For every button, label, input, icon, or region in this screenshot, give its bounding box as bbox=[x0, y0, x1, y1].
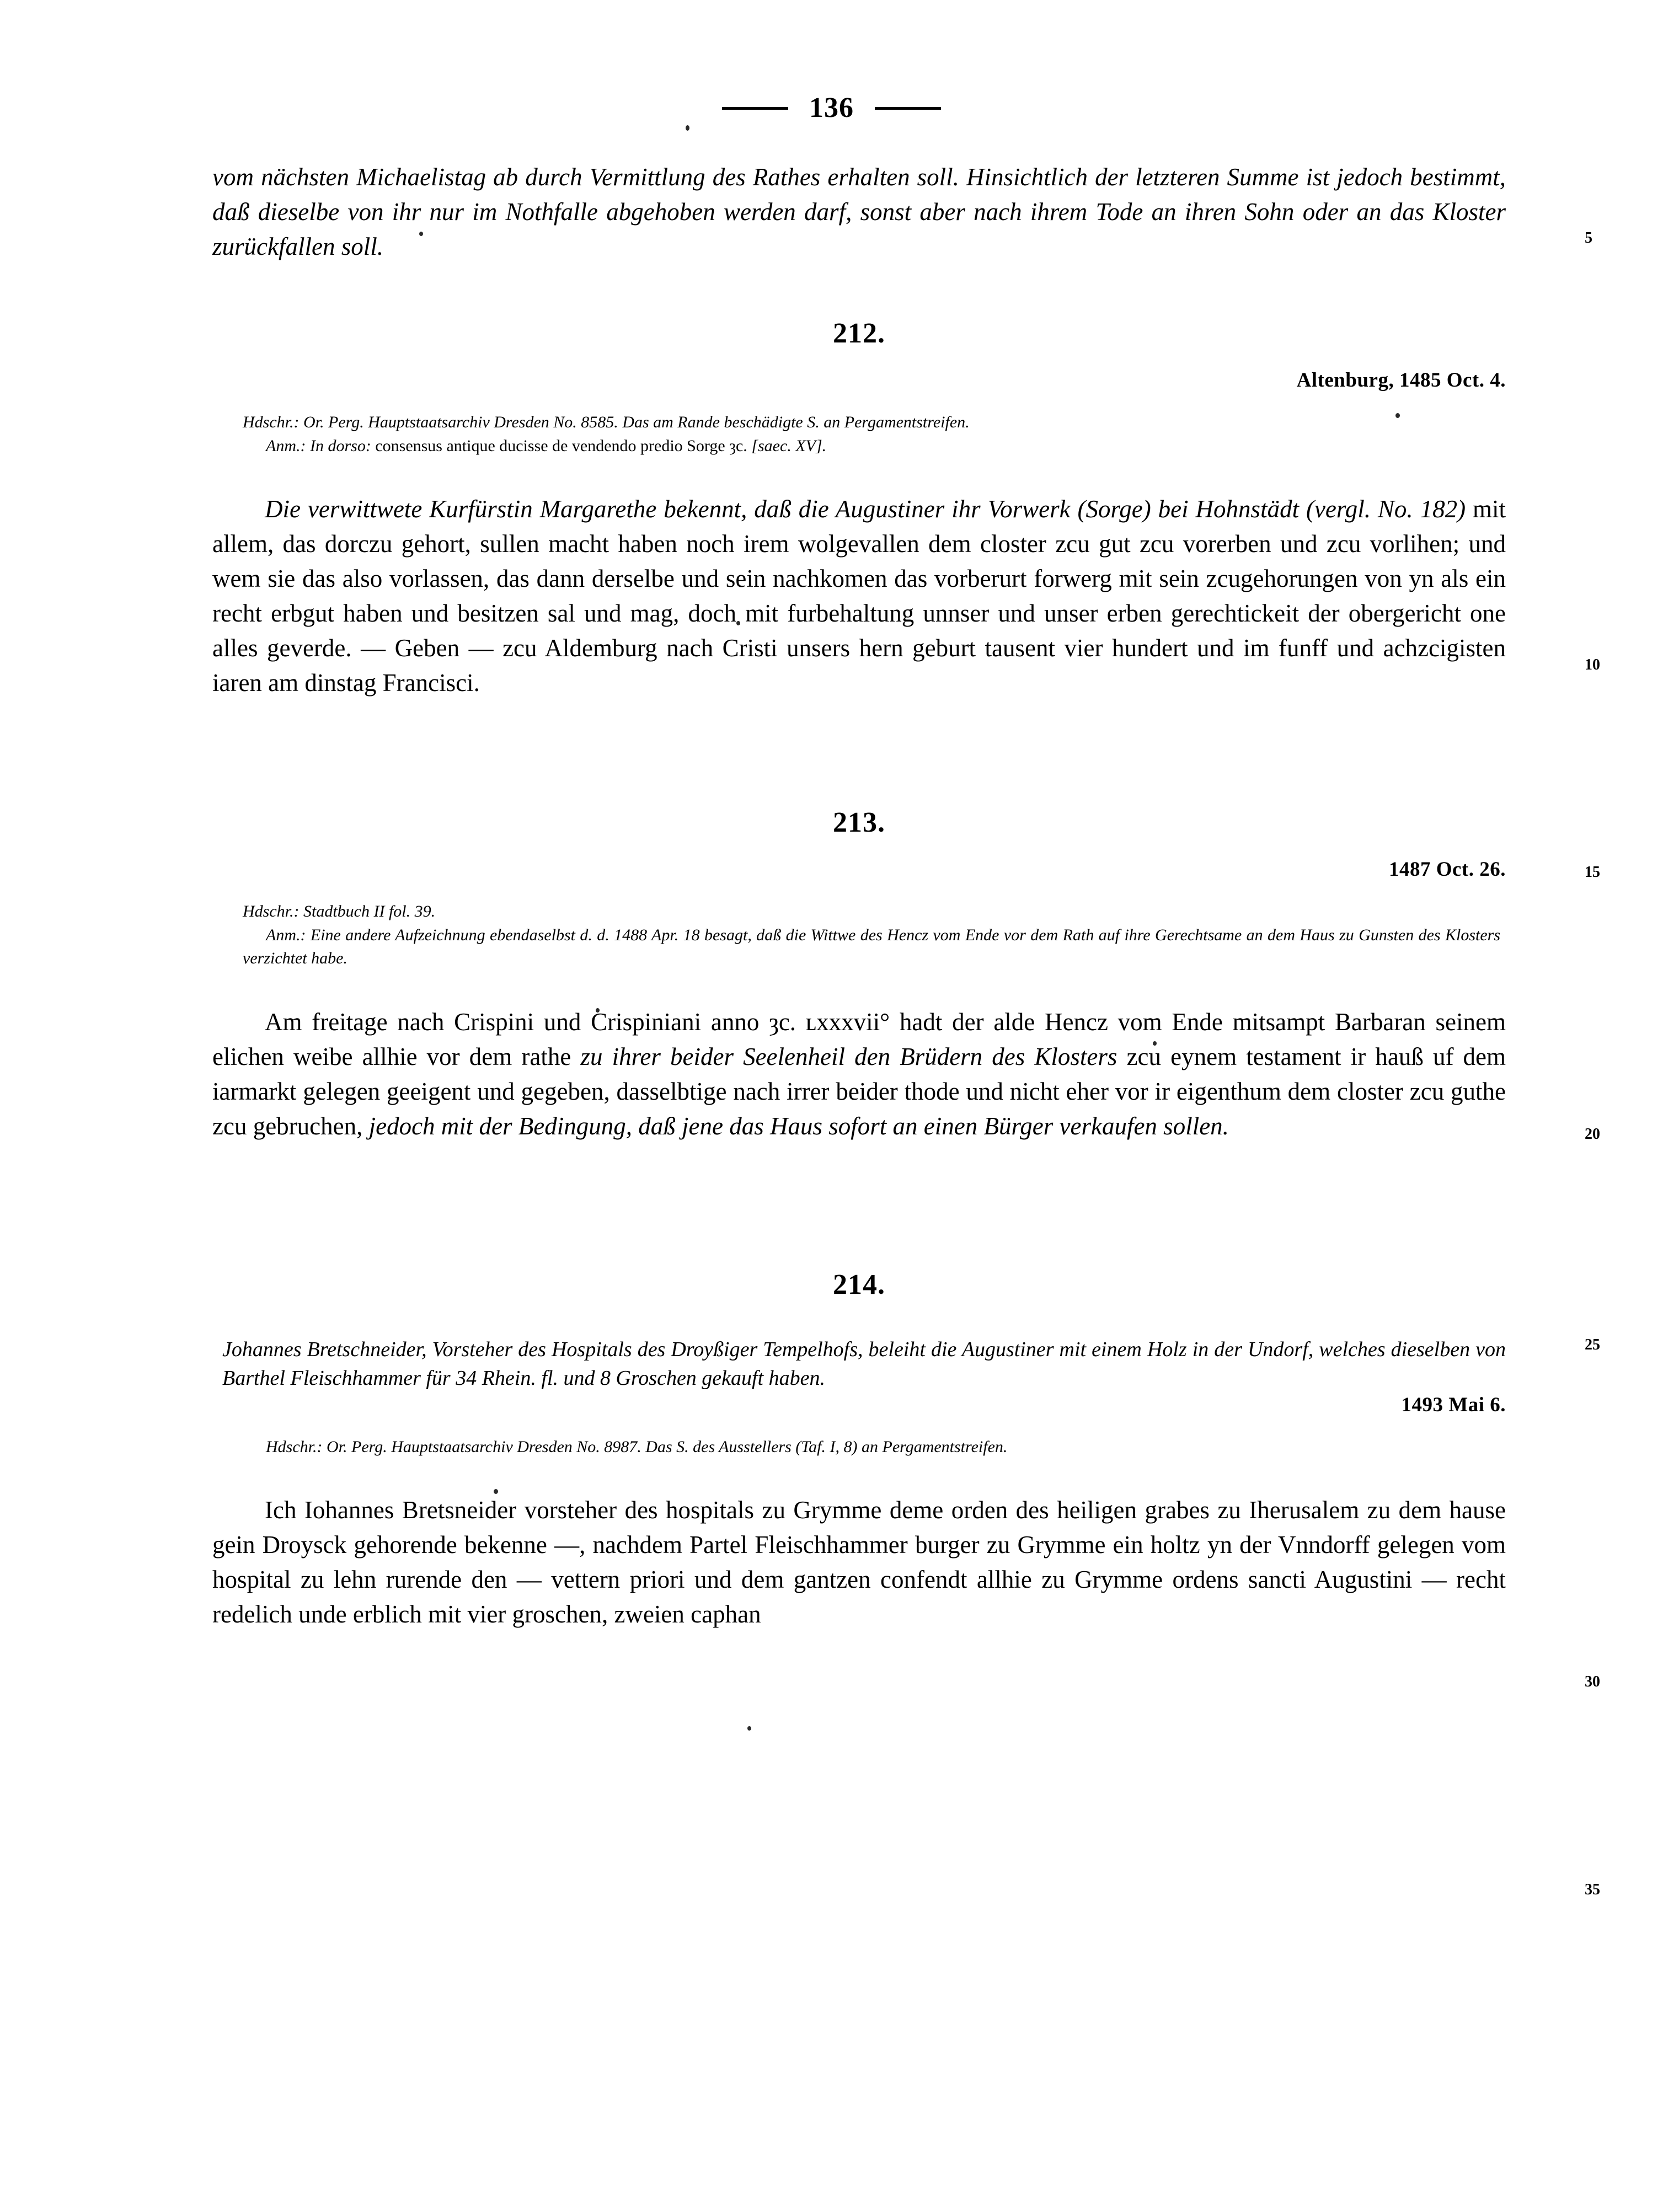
line-number-10: 10 bbox=[1585, 656, 1600, 673]
source-notes-213 bbox=[243, 900, 1500, 971]
anm-note-212 bbox=[243, 435, 1500, 458]
line-number-25: 25 bbox=[1585, 1336, 1600, 1353]
hdschr-label: Hdschr.: bbox=[243, 902, 300, 921]
hdschr-label: Hdschr.: bbox=[243, 413, 300, 431]
page-number: 136 bbox=[809, 92, 854, 124]
line-number-5: 5 bbox=[1585, 229, 1592, 247]
section-date-214: 1493 Mai 6. bbox=[1401, 1393, 1506, 1416]
section-214-regest: Johannes Bretschneider, Vorsteher des Hospitals des Droyßiger Tempelhofs, beleiht die Augustiner mit einem Holz in der Undorf, welches dieselben von Barthel Fleischhammer für 34 Rhein. fl. und 8 Groschen gekauft haben. bbox=[222, 1337, 1506, 1390]
hdschr-note-212 bbox=[243, 411, 1500, 435]
section-number-213: 213. bbox=[833, 807, 885, 839]
line-number-30: 30 bbox=[1585, 1673, 1600, 1690]
scan-speck bbox=[747, 1726, 751, 1731]
source-notes-214 bbox=[243, 1436, 1500, 1459]
page-header bbox=[0, 94, 1663, 122]
hdschr-text: Stadtbuch II fol. 39. bbox=[303, 902, 436, 921]
line-number-20: 20 bbox=[1585, 1126, 1600, 1143]
source-notes-212 bbox=[243, 411, 1500, 458]
continued-paragraph: vom nächsten Michaelistag ab durch Vermittlung des Rathes erhalten soll. Hinsichtlich der letzteren Summe ist jedoch bestimmt, daß dieselbe von ihr nur im Nothfalle abgehoben werden darf, sonst aber nach ihrem Tode an ihren Sohn oder an das Kloster zurückfallen soll. bbox=[212, 163, 1506, 260]
header-rule-left bbox=[722, 107, 788, 110]
section-213-italic-2: jedoch mit der Bedingung, daß jene das Haus sofort an einen Bürger verkaufen sollen. bbox=[368, 1112, 1229, 1140]
section-212-body bbox=[212, 492, 1506, 700]
section-date-213: 1487 Oct. 26. bbox=[1388, 858, 1506, 881]
section-212-regest: Die verwittwete Kurfürstin Margarethe bekennt, daß die Augustiner ihr Vorwerk (Sorge) bei Hohnstädt (vergl. No. 182) bbox=[265, 495, 1466, 523]
anm-text-roman: consensus antique ducisse de vendendo predio Sorge ȝc. bbox=[375, 436, 747, 455]
hdschr-text: Or. Perg. Hauptstaatsarchiv Dresden No. 8987. Das S. des Ausstellers (Taf. I, 8) an Pergamentstreifen. bbox=[327, 1437, 1008, 1456]
section-212-charter-text: mit allem, das dorczu gehort, sullen macht haben noch irem wolgevallen dem closter zcu gut zcu vorerben und zcu vorlihen; und wem sie das also vorlassen, das dann derselbe und sein nachkomen das vorberurt forwerg mit sein zcugehorungen von yn als ein recht erbgut haben und besitzen sal und mag, doch mit furbehaltung unnser und unser erben gerechtickeit der obergericht one alles geverde. — Geben — zcu Aldemburg nach Cristi unsers hern geburt tausent vier hundert und im funff und achzcigisten iaren am dinstag Francisci. bbox=[212, 495, 1506, 697]
section-214-body: Ich Iohannes Bretsneider vorsteher des hospitals zu Grymme deme orden des heiligen grabes zu Iherusalem zu dem hause gein Droysck gehorende bekenne —, nachdem Partel Fleischhammer burger zu Grymme ein holtz yn der Vnndorff gelegen vom hospital zu lehn rurende den — vettern priori und dem gantzen confendt allhie zu Grymme ordens sancti Augustini — recht redelich unde erblich mit vier groschen, zweien caphan bbox=[212, 1496, 1506, 1629]
hdschr-text: Or. Perg. Hauptstaatsarchiv Dresden No. 8585. Das am Rande beschädigte S. an Pergamentstreifen. bbox=[303, 413, 970, 431]
section-number-214: 214. bbox=[833, 1268, 885, 1300]
section-213 bbox=[212, 806, 1506, 1144]
section-213-body bbox=[212, 1005, 1506, 1144]
anm-text-italic: In dorso: bbox=[309, 436, 371, 455]
section-213-charter-text-2: zcu eynem testament ir hauß uf dem iarmarkt gelegen geeigent und gegeben, dasselbtige nach irrer beider thode und nicht eher vor ir eigenthum dem closter zcu guthe zcu gebruchen, bbox=[212, 1042, 1506, 1140]
section-213-charter-text-1: Am freitage nach Crispini und Crispiniani anno ȝc. ʟxxxvii° hadt der alde Hencz vom Ende mitsampt Barbaran seinem elichen weibe allhie vor dem rathe bbox=[212, 1008, 1506, 1070]
anm-label: Anm.: bbox=[266, 436, 306, 455]
hdschr-note-214 bbox=[243, 1436, 1500, 1459]
section-212 bbox=[212, 317, 1506, 700]
hdschr-label: Hdschr.: bbox=[266, 1437, 323, 1456]
text-column bbox=[212, 160, 1506, 1632]
anm-label: Anm.: bbox=[266, 925, 306, 944]
line-number-35: 35 bbox=[1585, 1881, 1600, 1898]
section-213-italic-1: zu ihrer beider Seelenheil den Brüdern des Klosters bbox=[580, 1042, 1117, 1070]
anm-note-213 bbox=[243, 924, 1500, 971]
section-number-212: 212. bbox=[833, 318, 885, 349]
scan-speck bbox=[686, 125, 689, 131]
header-rule-right bbox=[875, 107, 941, 110]
section-214 bbox=[212, 1268, 1506, 1632]
section-date-212: Altenburg, 1485 Oct. 4. bbox=[1296, 369, 1506, 392]
hdschr-note-213 bbox=[243, 900, 1500, 924]
anm-text-tail: [saec. XV]. bbox=[751, 436, 827, 455]
anm-text: Eine andere Aufzeichnung ebendaselbst d. d. 1488 Apr. 18 besagt, daß die Wittwe des Hencz vom Ende vor dem Rath auf ihre Gerechtsame an dem Haus zu Gunsten des Klosters verzichtet habe. bbox=[243, 925, 1500, 968]
line-number-15: 15 bbox=[1585, 864, 1600, 881]
